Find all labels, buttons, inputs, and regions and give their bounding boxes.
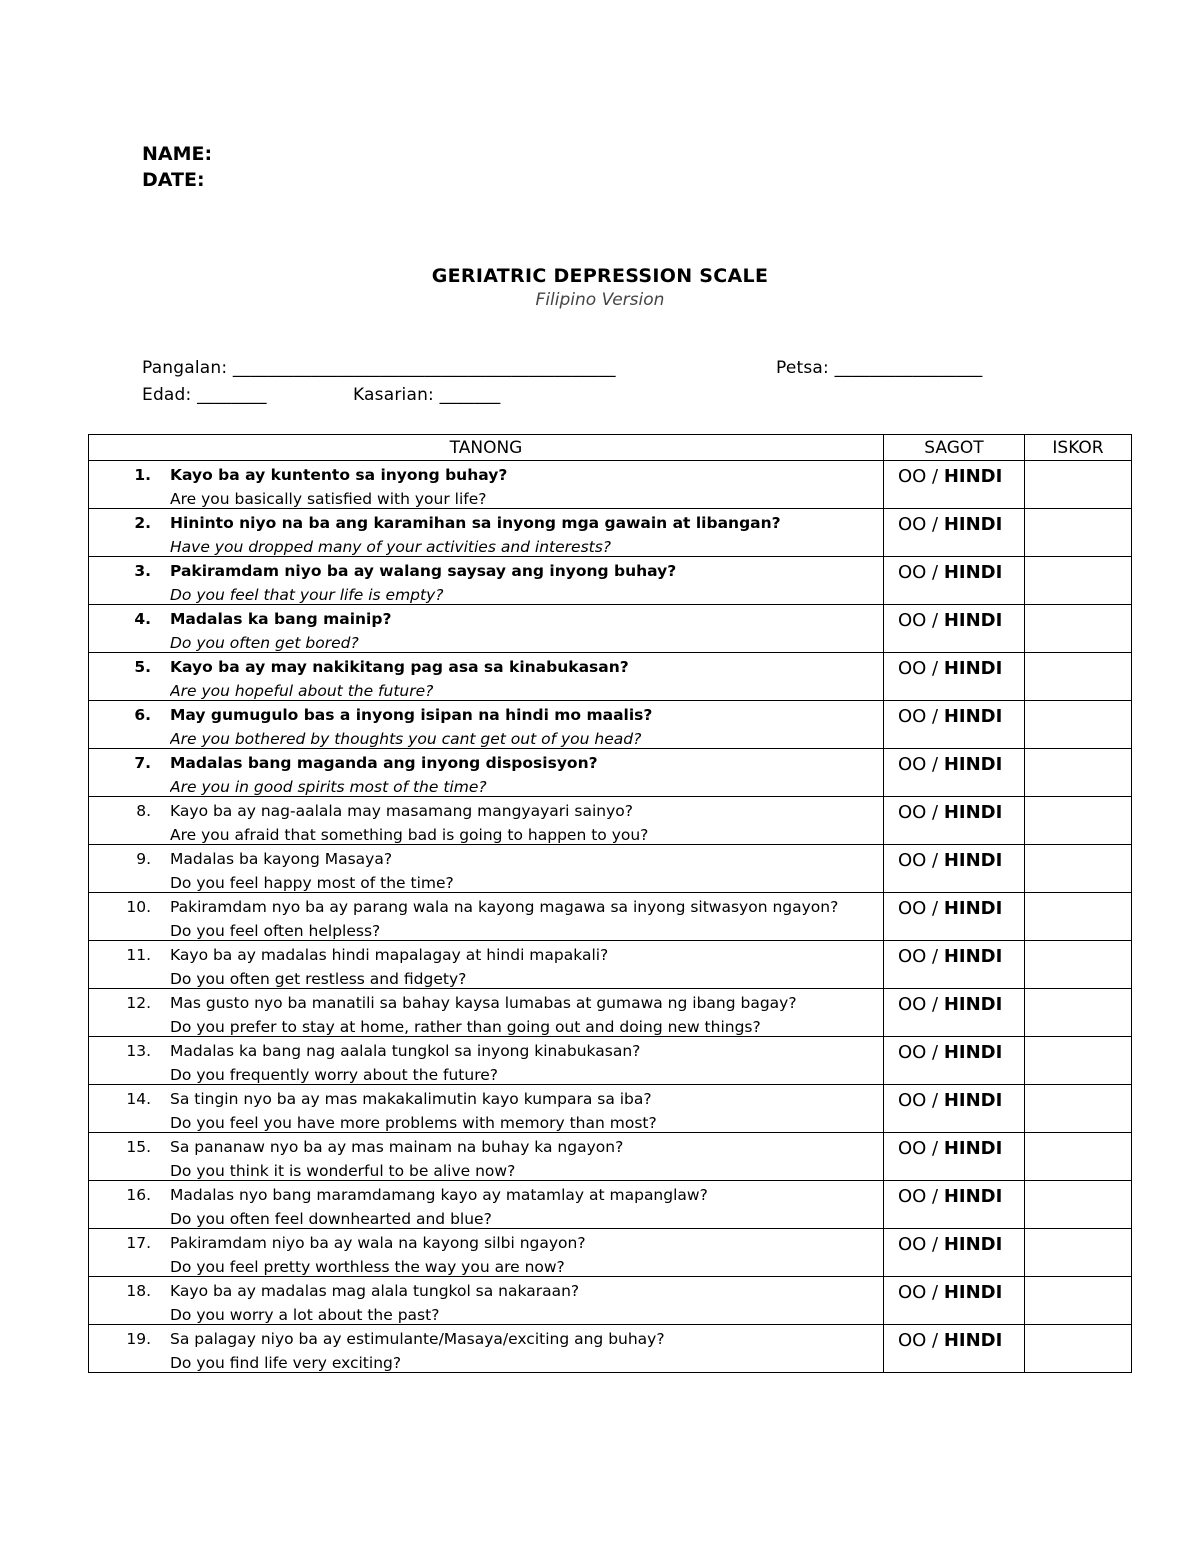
score-cell[interactable] [1025,893,1132,941]
question-filipino: Sa palagay niyo ba ay estimulante/Masaya/exciting ang buhay? [170,1330,665,1348]
table-row [89,557,1132,605]
question-number: 2. [134,514,151,532]
page-title: GERIATRIC DEPRESSION SCALE [431,265,769,287]
score-cell[interactable] [1025,701,1132,749]
question-filipino: Madalas bang maganda ang inyong disposisyon? [170,754,598,772]
answer-oo[interactable]: OO / [898,946,944,967]
answer-oo[interactable]: OO / [898,610,944,631]
score-cell[interactable] [1025,605,1132,653]
question-filipino: May gumugulo bas a inyong isipan na hindi mo maalis? [170,706,653,724]
answer-oo[interactable]: OO / [898,658,944,679]
question-filipino: Sa pananaw nyo ba ay mas mainam na buhay ka ngayon? [170,1138,624,1156]
question-english: Do you feel happy most of the time? [170,874,454,892]
question-filipino: Sa tingin nyo ba ay mas makakalimutin kayo kumpara sa iba? [170,1090,652,1108]
question-cell [89,1277,884,1325]
score-cell[interactable] [1025,989,1132,1037]
answer-cell[interactable] [884,797,1025,845]
question-filipino: Kayo ba ay kuntento sa inyong buhay? [170,466,508,484]
question-filipino: Madalas ka bang nag aalala tungkol sa inyong kinabukasan? [170,1042,641,1060]
answer-hindi[interactable]: HINDI [943,1330,1003,1351]
question-english: Are you bothered by thoughts you cant get out of you head? [170,730,642,748]
table-row [89,653,1132,701]
answer-oo[interactable]: OO / [898,1282,944,1303]
question-english: Are you basically satisfied with your life? [170,490,487,508]
question-cell [89,1133,884,1181]
answer-hindi[interactable]: HINDI [943,1234,1003,1255]
name-label: NAME: [142,143,213,165]
score-cell[interactable] [1025,1133,1132,1181]
table-row [89,1181,1132,1229]
question-number: 9. [136,850,151,868]
table-row [89,1037,1132,1085]
question-number: 18. [126,1282,151,1300]
answer-oo[interactable]: OO / [898,1330,944,1351]
header-sagot: SAGOT [884,435,1025,461]
answer-oo[interactable]: OO / [898,1090,944,1111]
question-cell [89,1181,884,1229]
answer-hindi[interactable]: HINDI [943,898,1003,919]
question-number: 11. [126,946,151,964]
answer-hindi[interactable]: HINDI [943,994,1003,1015]
question-cell [89,989,884,1037]
answer-hindi[interactable]: HINDI [943,1282,1003,1303]
question-cell [89,701,884,749]
answer-oo[interactable]: OO / [898,802,944,823]
question-cell [89,1229,884,1277]
answer-hindi[interactable]: HINDI [943,706,1003,727]
question-english: Do you feel pretty worthless the way you are now? [170,1258,565,1276]
question-cell [89,941,884,989]
answer-cell[interactable] [884,653,1025,701]
answer-oo[interactable]: OO / [898,514,944,535]
answer-cell[interactable] [884,1325,1025,1373]
question-filipino: Hininto niyo na ba ang karamihan sa inyong mga gawain at libangan? [170,514,781,532]
question-cell [89,557,884,605]
question-filipino: Pakiramdam niyo ba ay wala na kayong silbi ngayon? [170,1234,586,1252]
answer-hindi[interactable]: HINDI [943,658,1003,679]
answer-oo[interactable]: OO / [898,994,944,1015]
answer-cell[interactable] [884,461,1025,509]
question-number: 1. [134,466,151,484]
table-row [89,1085,1132,1133]
question-filipino: Kayo ba ay madalas mag alala tungkol sa nakaraan? [170,1282,580,1300]
answer-hindi[interactable]: HINDI [943,1138,1003,1159]
answer-hindi[interactable]: HINDI [943,850,1003,871]
question-english: Do you feel often helpless? [170,922,381,940]
table-row [89,1133,1132,1181]
question-number: 15. [126,1138,151,1156]
answer-cell[interactable] [884,989,1025,1037]
question-cell [89,605,884,653]
question-number: 3. [134,562,151,580]
question-number: 7. [134,754,151,772]
pangalan-field[interactable]: Pangalan: ____________________________________________ [142,358,616,378]
score-cell[interactable] [1025,1229,1132,1277]
date-label: DATE: [142,169,205,191]
answer-cell[interactable] [884,1133,1025,1181]
answer-hindi[interactable]: HINDI [943,946,1003,967]
answer-oo[interactable]: OO / [898,1234,944,1255]
answer-cell[interactable] [884,509,1025,557]
header-tanong: TANONG [89,435,884,461]
question-english: Have you dropped many of your activities and interests? [170,538,612,556]
question-cell [89,1085,884,1133]
answer-hindi[interactable]: HINDI [943,466,1003,487]
question-filipino: Kayo ba ay may nakikitang pag asa sa kinabukasan? [170,658,629,676]
score-cell[interactable] [1025,509,1132,557]
question-english: Do you worry a lot about the past? [170,1306,440,1324]
answer-cell[interactable] [884,1277,1025,1325]
score-cell[interactable] [1025,461,1132,509]
table-row [89,509,1132,557]
question-number: 8. [136,802,151,820]
question-cell [89,1325,884,1373]
answer-cell[interactable] [884,557,1025,605]
table-row [89,893,1132,941]
table-row [89,461,1132,509]
question-filipino: Mas gusto nyo ba manatili sa bahay kaysa lumabas at gumawa ng ibang bagay? [170,994,797,1012]
answer-oo[interactable]: OO / [898,466,944,487]
question-english: Do you find life very exciting? [170,1354,402,1372]
score-cell[interactable] [1025,1181,1132,1229]
petsa-field[interactable]: Petsa: _________________ [776,358,983,378]
page-subtitle: Filipino Version [535,290,665,310]
answer-hindi[interactable]: HINDI [943,1042,1003,1063]
question-number: 5. [134,658,151,676]
answer-oo[interactable]: OO / [898,1186,944,1207]
question-english: Are you hopeful about the future? [170,682,434,700]
table-header-row [89,435,1132,461]
kasarian-field[interactable]: Kasarian: _______ [353,385,501,405]
table-row [89,1229,1132,1277]
question-filipino: Madalas ka bang mainip? [170,610,392,628]
question-english: Do you often feel downhearted and blue? [170,1210,492,1228]
answer-cell[interactable] [884,701,1025,749]
table-row [89,605,1132,653]
answer-cell[interactable] [884,605,1025,653]
answer-oo[interactable]: OO / [898,706,944,727]
score-cell[interactable] [1025,797,1132,845]
score-cell[interactable] [1025,1037,1132,1085]
answer-oo[interactable]: OO / [898,898,944,919]
question-english: Do you prefer to stay at home, rather than going out and doing new things? [170,1018,761,1036]
answer-hindi[interactable]: HINDI [943,1186,1003,1207]
answer-oo[interactable]: OO / [898,754,944,775]
answer-hindi[interactable]: HINDI [943,1090,1003,1111]
answer-hindi[interactable]: HINDI [943,514,1003,535]
score-cell[interactable] [1025,1325,1132,1373]
score-cell[interactable] [1025,749,1132,797]
table-row [89,1325,1132,1373]
question-filipino: Pakiramdam niyo ba ay walang saysay ang inyong buhay? [170,562,677,580]
table-row [89,989,1132,1037]
question-english: Do you think it is wonderful to be alive now? [170,1162,516,1180]
answer-cell[interactable] [884,1085,1025,1133]
table-row [89,1277,1132,1325]
table-row [89,749,1132,797]
questionnaire-table [88,434,1132,1373]
answer-oo[interactable]: OO / [898,850,944,871]
score-cell[interactable] [1025,653,1132,701]
answer-cell[interactable] [884,1229,1025,1277]
question-cell [89,509,884,557]
answer-oo[interactable]: OO / [898,562,944,583]
question-cell [89,1037,884,1085]
answer-hindi[interactable]: HINDI [943,802,1003,823]
table-row [89,941,1132,989]
question-filipino: Pakiramdam nyo ba ay parang wala na kayong magawa sa inyong sitwasyon ngayon? [170,898,839,916]
question-number: 13. [126,1042,151,1060]
question-cell [89,797,884,845]
answer-oo[interactable]: OO / [898,1138,944,1159]
question-cell [89,461,884,509]
answer-cell[interactable] [884,845,1025,893]
edad-field[interactable]: Edad: ________ [142,385,267,405]
question-number: 16. [126,1186,151,1204]
question-filipino: Madalas ba kayong Masaya? [170,850,393,868]
question-cell [89,845,884,893]
answer-hindi[interactable]: HINDI [943,562,1003,583]
question-english: Do you often get restless and fidgety? [170,970,467,988]
answer-oo[interactable]: OO / [898,1042,944,1063]
question-cell [89,893,884,941]
question-english: Do you feel you have more problems with memory than most? [170,1114,657,1132]
question-cell [89,749,884,797]
question-english: Do you feel that your life is empty? [170,586,444,604]
score-cell[interactable] [1025,557,1132,605]
question-number: 19. [126,1330,151,1348]
question-number: 10. [126,898,151,916]
question-number: 4. [134,610,151,628]
answer-cell[interactable] [884,893,1025,941]
question-filipino: Madalas nyo bang maramdamang kayo ay matamlay at mapanglaw? [170,1186,708,1204]
score-cell[interactable] [1025,1085,1132,1133]
question-number: 17. [126,1234,151,1252]
question-number: 12. [126,994,151,1012]
question-filipino: Kayo ba ay madalas hindi mapalagay at hindi mapakali? [170,946,609,964]
question-english: Do you frequently worry about the future? [170,1066,499,1084]
score-cell[interactable] [1025,941,1132,989]
answer-cell[interactable] [884,1037,1025,1085]
answer-cell[interactable] [884,941,1025,989]
table-row [89,701,1132,749]
table-row [89,845,1132,893]
question-number: 6. [134,706,151,724]
answer-cell[interactable] [884,1181,1025,1229]
question-english: Do you often get bored? [170,634,359,652]
question-filipino: Kayo ba ay nag-aalala may masamang mangyayari sainyo? [170,802,633,820]
answer-cell[interactable] [884,749,1025,797]
question-cell [89,653,884,701]
answer-hindi[interactable]: HINDI [943,754,1003,775]
header-iskor: ISKOR [1025,435,1132,461]
question-english: Are you afraid that something bad is going to happen to you? [170,826,649,844]
question-number: 14. [126,1090,151,1108]
score-cell[interactable] [1025,1277,1132,1325]
answer-hindi[interactable]: HINDI [943,610,1003,631]
table-row [89,797,1132,845]
question-english: Are you in good spirits most of the time? [170,778,487,796]
score-cell[interactable] [1025,845,1132,893]
